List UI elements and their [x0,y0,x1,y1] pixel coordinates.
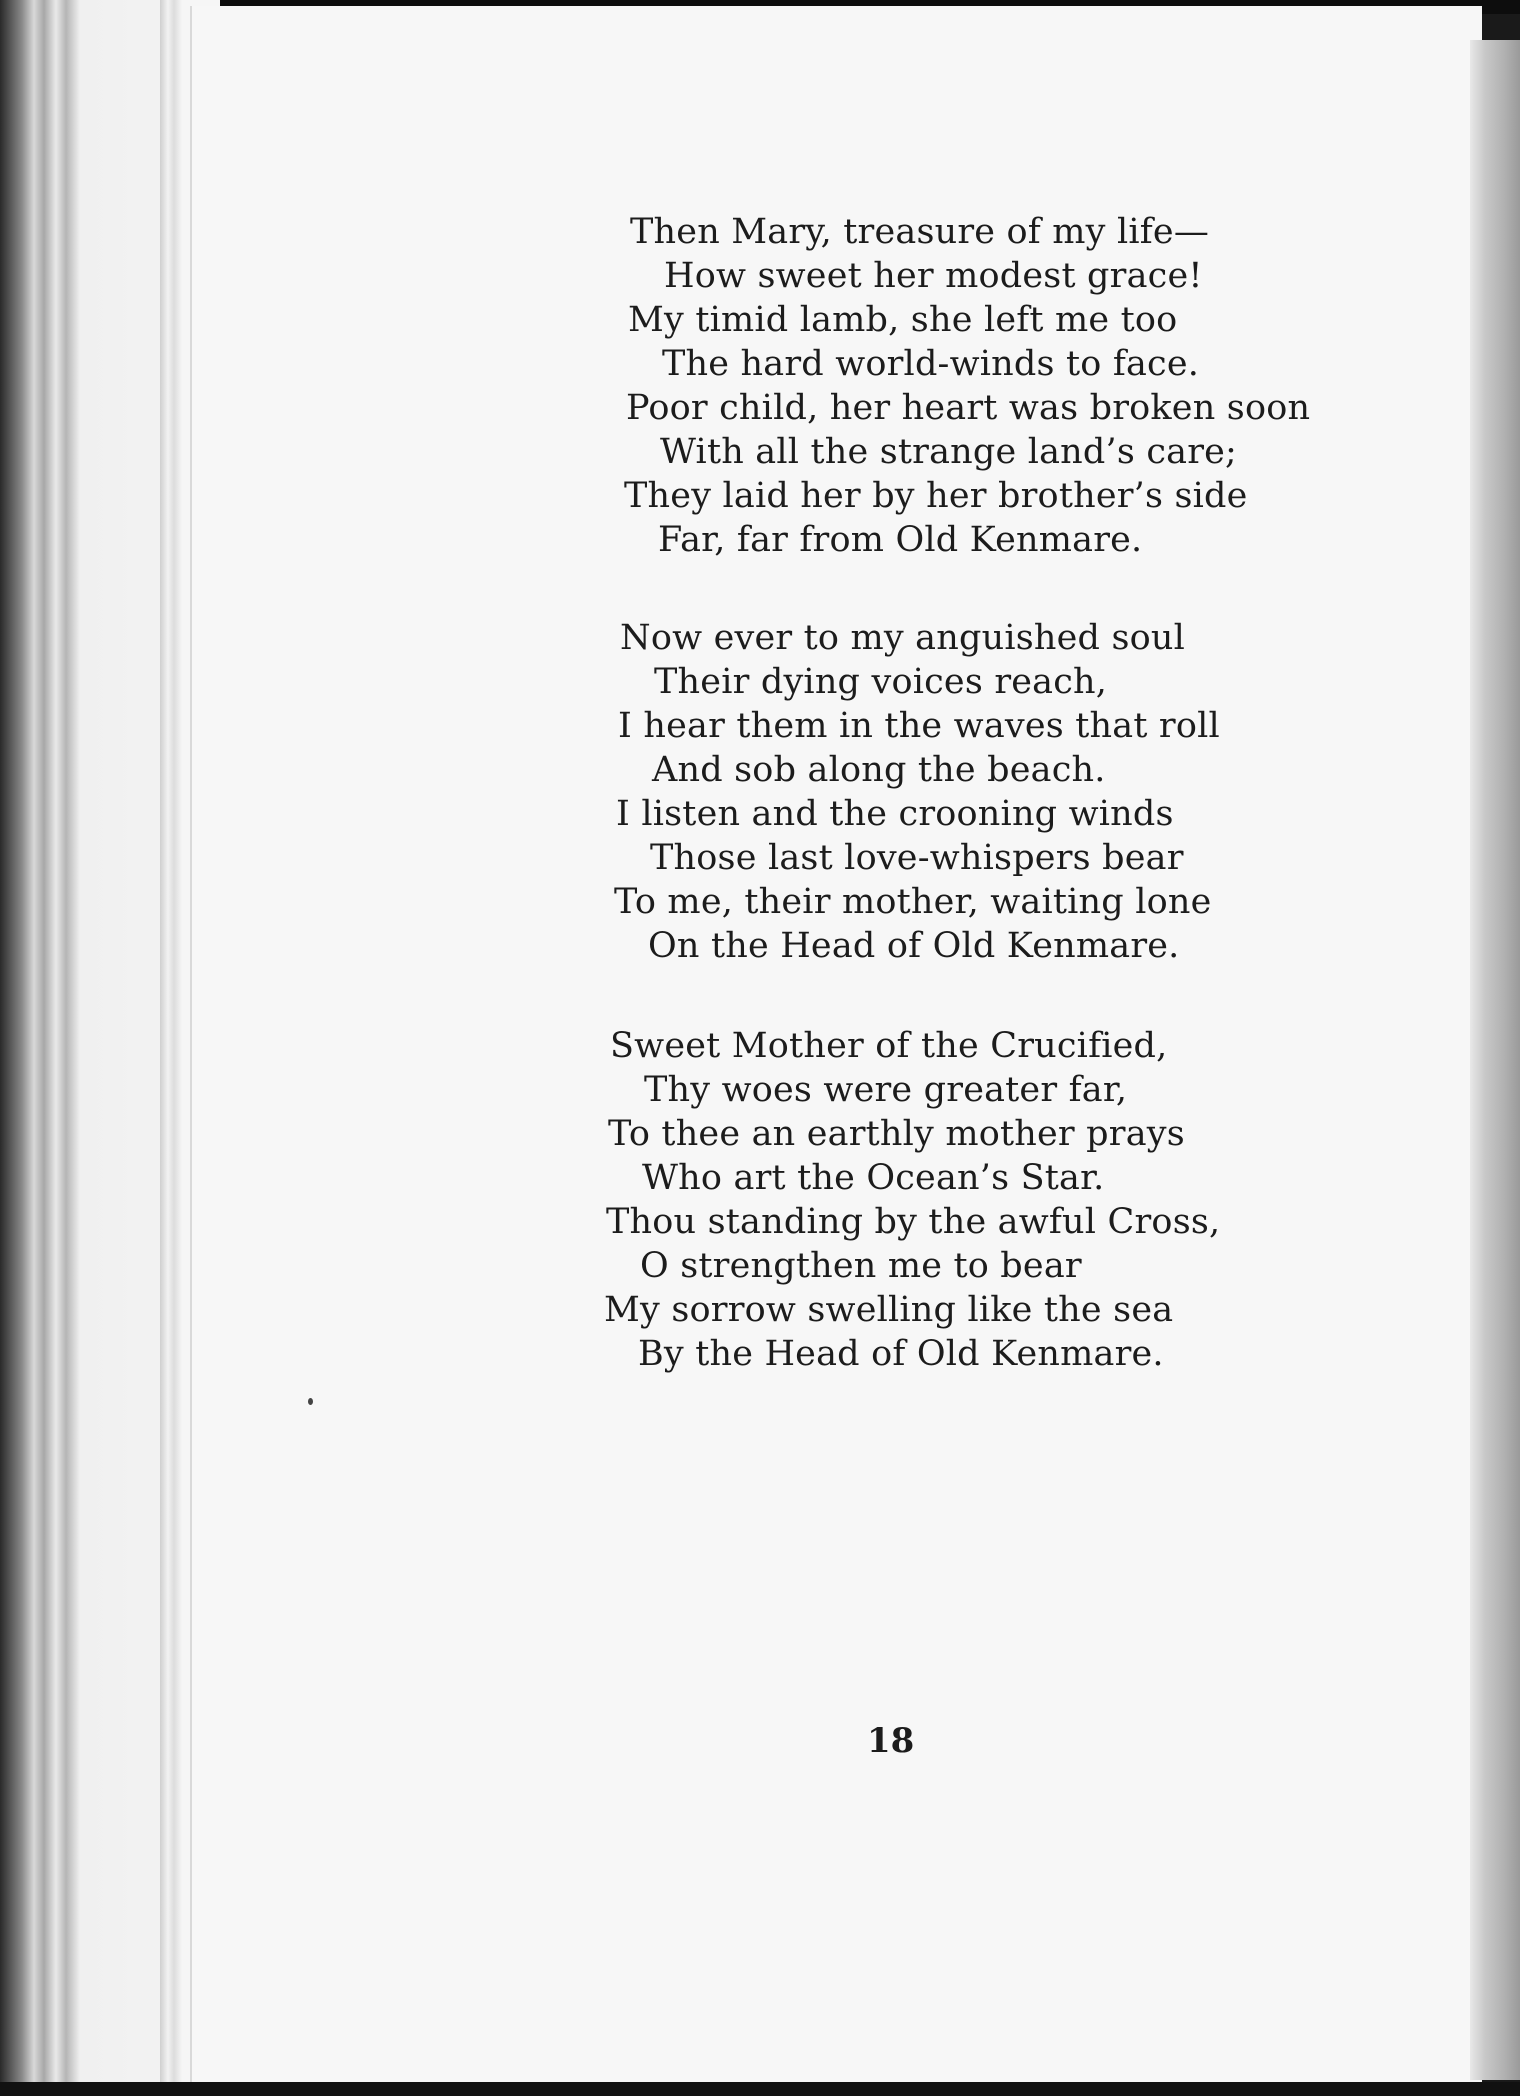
poem-line: They laid her by her brother’s side [624,476,1248,516]
poem-line: To thee an earthly mother prays [608,1114,1185,1154]
poem-line: And sob along the beach. [652,750,1106,790]
poem-line: With all the strange land’s care; [660,432,1238,472]
page-right-shadow [1470,40,1520,2080]
poem-line: My sorrow swelling like the sea [604,1290,1174,1330]
poem [192,6,1482,2086]
page-number: 18 [867,1721,915,1761]
poem-line: Who art the Ocean’s Star. [642,1158,1105,1198]
poem-line: By the Head of Old Kenmare. [638,1334,1164,1374]
book-page [190,6,1482,2086]
poem-line: O strengthen me to bear [640,1246,1082,1286]
poem-line: Sweet Mother of the Crucified, [610,1026,1168,1066]
poem-line: How sweet her modest grace! [664,256,1203,296]
poem-line: To me, their mother, waiting lone [614,882,1212,922]
poem-line: Those last love-whispers bear [650,838,1184,878]
poem-line: Poor child, her heart was broken soon [626,388,1311,428]
poem-line: Now ever to my anguished soul [620,618,1186,658]
poem-line: I listen and the crooning winds [616,794,1174,834]
scan-bottom-border [0,2082,1520,2096]
poem-line: Then Mary, treasure of my life— [630,212,1210,252]
poem-line: Thou standing by the awful Cross, [606,1202,1221,1242]
poem-line: Their dying voices reach, [654,662,1108,702]
poem-line: On the Head of Old Kenmare. [648,926,1180,966]
poem-line: The hard world-winds to face. [662,344,1200,384]
poem-line: Far, far from Old Kenmare. [658,520,1143,560]
poem-line: I hear them in the waves that roll [618,706,1220,746]
ink-speck [308,1398,313,1405]
poem-line: My timid lamb, she left me too [628,300,1178,340]
poem-line: Thy woes were greater far, [644,1070,1128,1110]
